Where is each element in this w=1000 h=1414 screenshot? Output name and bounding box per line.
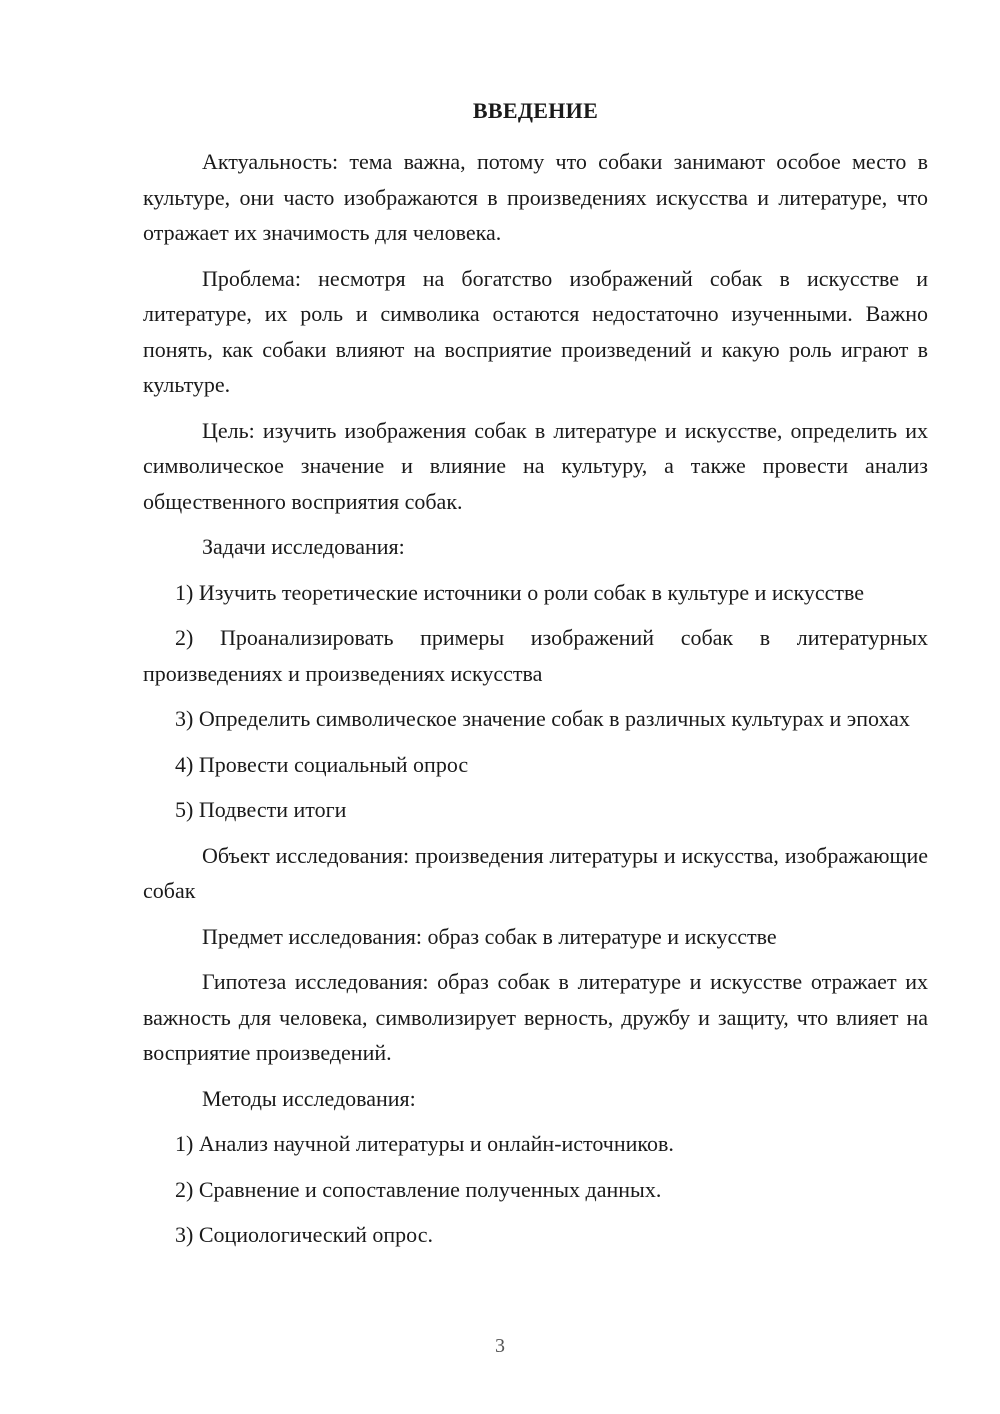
task-item: 4) Провести социальный опрос bbox=[175, 751, 469, 777]
task-item: 2) Проанализировать примеры изображений собак в литературных произведениях и произведениях искусства bbox=[143, 625, 928, 686]
tasks-label: Задачи исследования: bbox=[202, 534, 405, 559]
method-item: 2) Сравнение и сопоставление полученных данных. bbox=[175, 1176, 662, 1202]
task-item: 3) Определить символическое значение собак в различных культурах и эпохах bbox=[175, 706, 910, 731]
problem-paragraph: Проблема: несмотря на богатство изображений собак в искусстве и литературе, их роль и символика остаются недостаточно изученными. Важно понять, как собаки влияют на восприятие произведений и какую роль играют в культуре. bbox=[143, 265, 928, 397]
relevance-paragraph: Актуальность: тема важна, потому что собаки занимают особое место в культуре, они часто изображаются в произведениях искусства и литературе, что отражает их значимость для человека. bbox=[143, 149, 928, 245]
hypothesis-paragraph: Гипотеза исследования: образ собак в литературе и искусстве отражает их важность для человека, символизирует верность, дружбу и защиту, что влияет на восприятие произведений. bbox=[143, 969, 928, 1065]
methods-label: Методы исследования: bbox=[202, 1085, 416, 1111]
section-title: ВВЕДЕНИЕ bbox=[472, 98, 599, 123]
task-item: 5) Подвести итоги bbox=[175, 797, 347, 822]
subject-paragraph: Предмет исследования: образ собак в литературе и искусстве bbox=[202, 923, 777, 949]
page-content bbox=[143, 96, 928, 1263]
method-item: 1) Анализ научной литературы и онлайн-источников. bbox=[175, 1131, 674, 1156]
object-paragraph: Объект исследования: произведения литературы и искусства, изображающие собак bbox=[143, 842, 928, 903]
task-item: 1) Изучить теоретические источники о роли собак в культуре и искусстве bbox=[175, 579, 864, 605]
goal-paragraph: Цель: изучить изображения собак в литературе и искусстве, определить их символическое значение и влияние на культуру, а также провести анализ общественного восприятия собак. bbox=[143, 417, 928, 514]
method-item: 3) Социологический опрос. bbox=[175, 1222, 433, 1247]
page-number: 3 bbox=[495, 1335, 505, 1357]
